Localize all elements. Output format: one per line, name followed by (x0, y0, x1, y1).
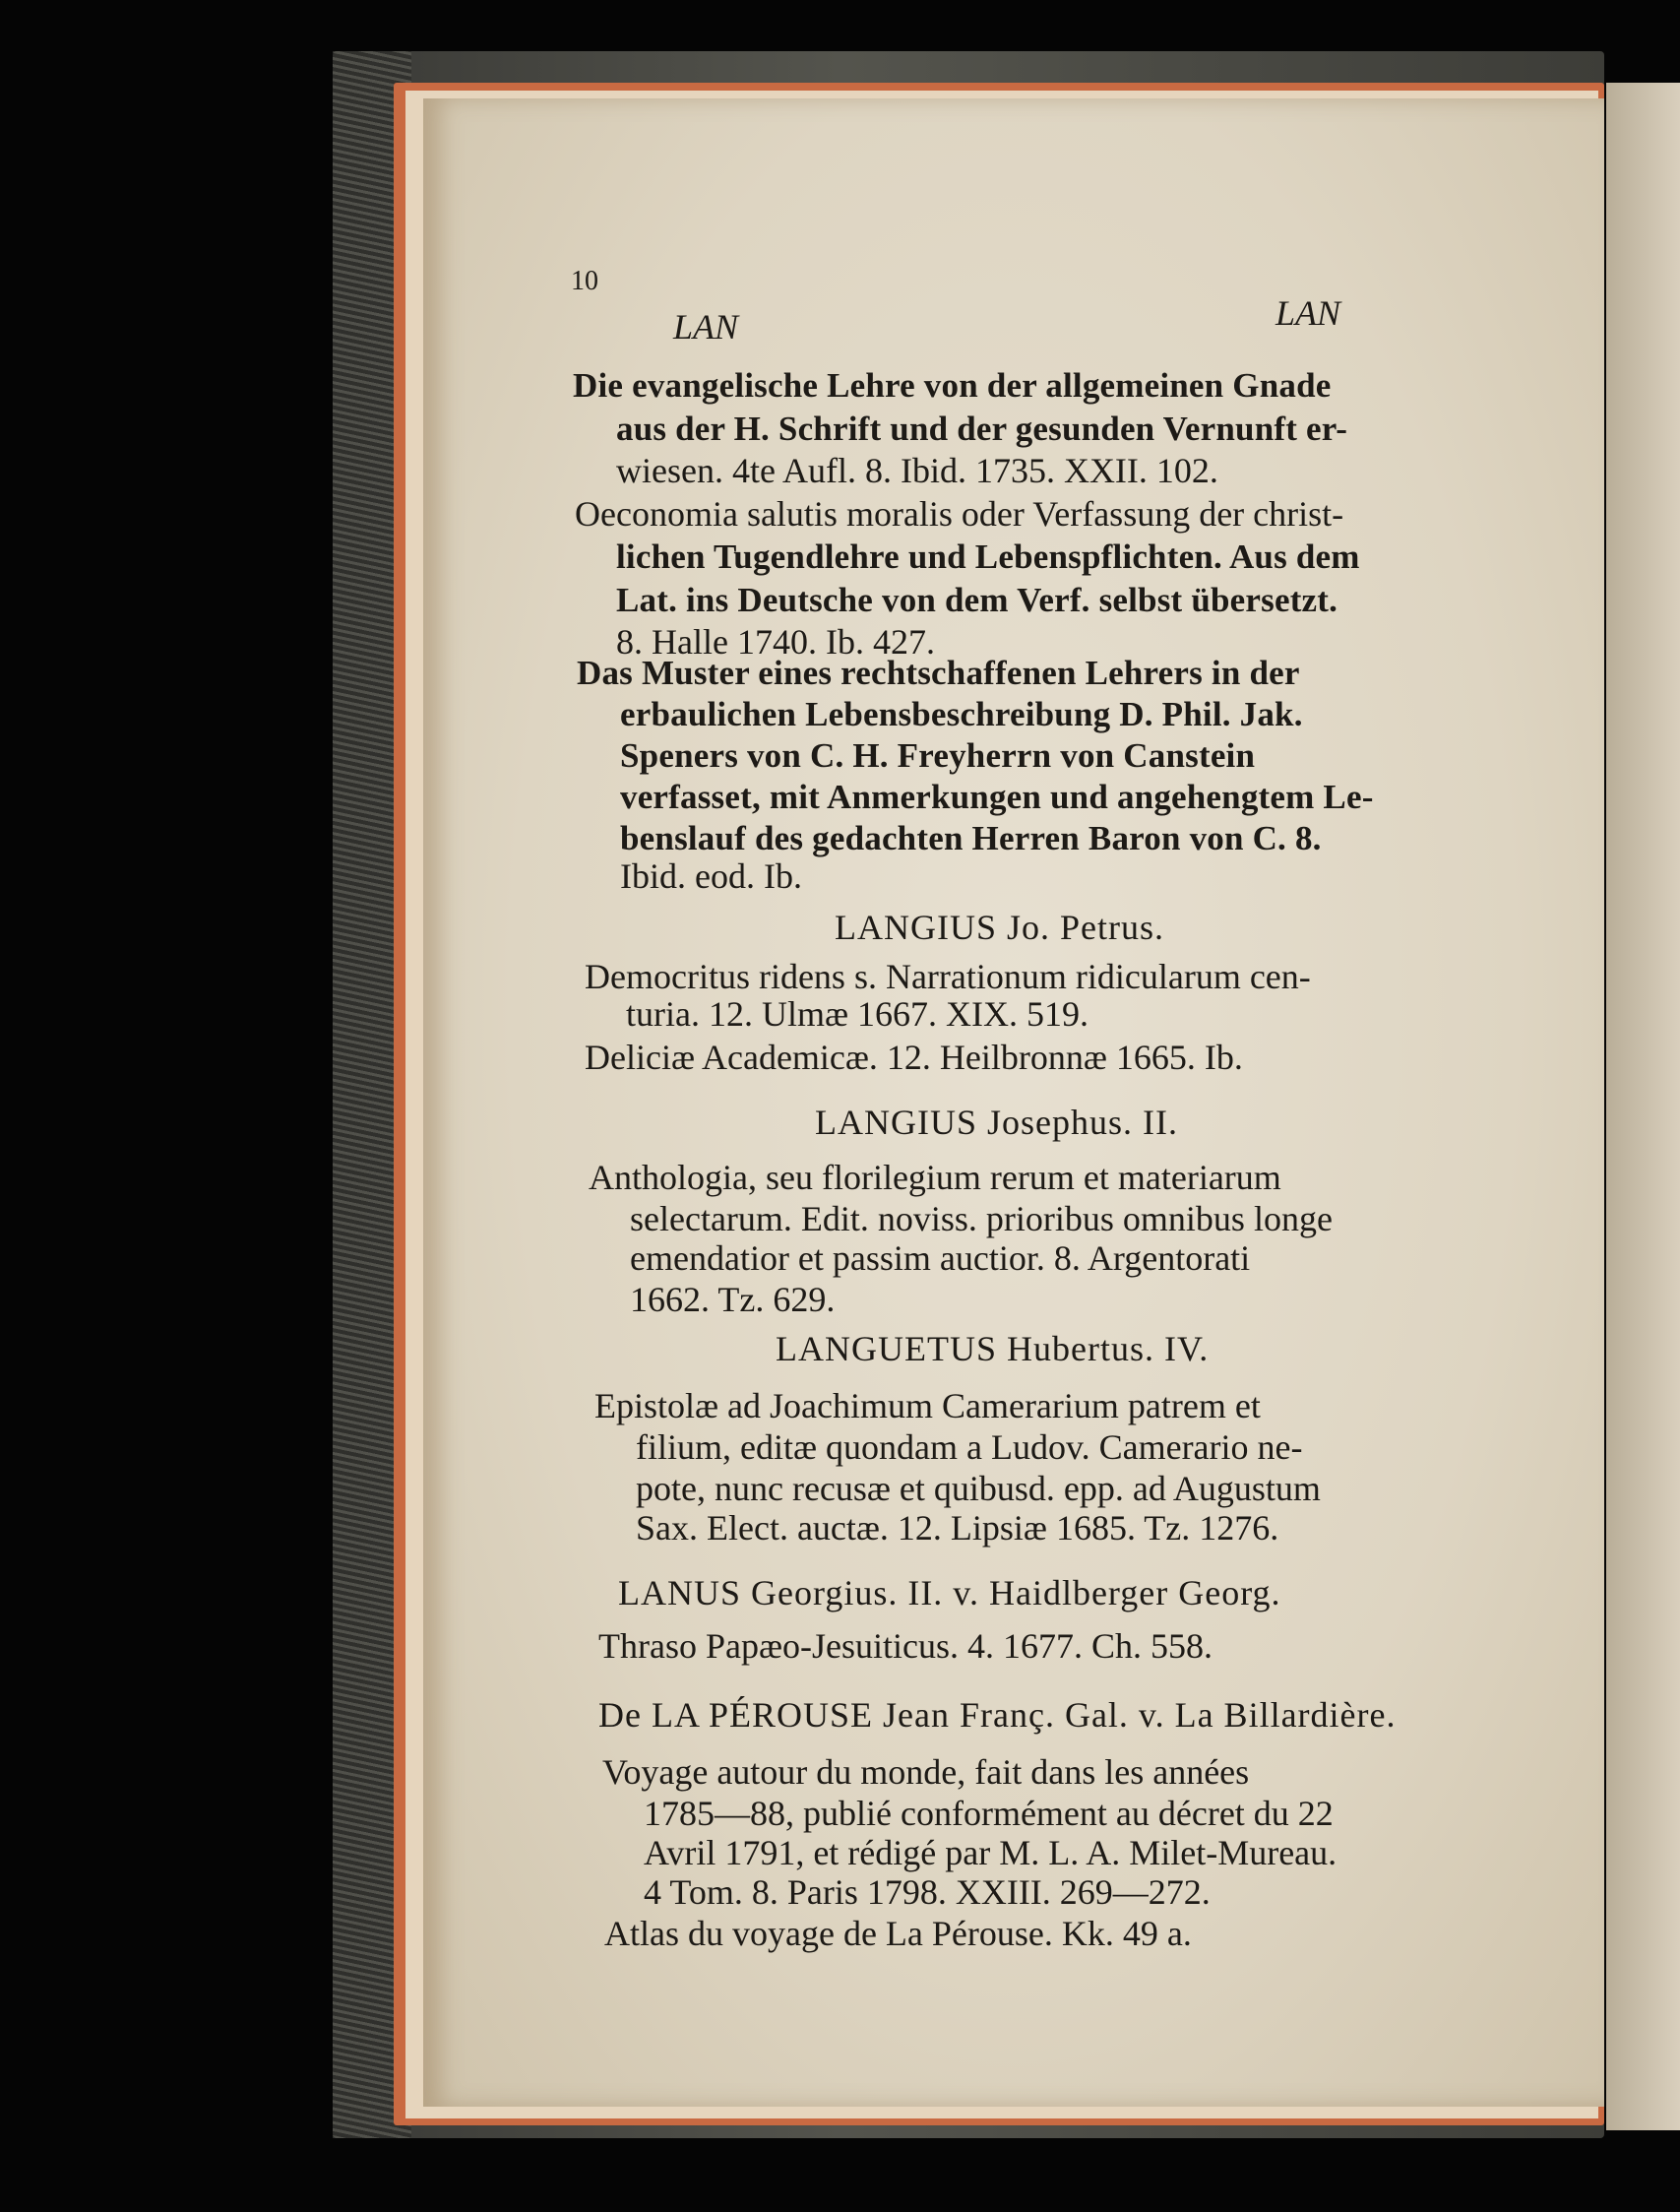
author-heading: De LA PÉROUSE Jean Franç. Gal. v. La Billardière. (598, 1695, 1397, 1735)
entry-line: Thraso Papæo-Jesuiticus. 4. 1677. Ch. 558. (598, 1626, 1213, 1666)
entry-line: benslauf des gedachten Herren Baron von C. 8. (620, 819, 1322, 857)
entry-line: Atlas du voyage de La Pérouse. Kk. 49 a. (604, 1914, 1192, 1953)
entry-line: emendatior et passim auctior. 8. Argentorati (630, 1238, 1251, 1278)
entry-line: Ibid. eod. Ib. (620, 856, 802, 896)
entry-line: 4 Tom. 8. Paris 1798. XXIII. 269—272. (644, 1872, 1211, 1912)
entry-line: Lat. ins Deutsche von dem Verf. selbst übersetzt. (616, 581, 1338, 619)
entry-line: Epistolæ ad Joachimum Camerarium patrem et (594, 1386, 1261, 1425)
entry-line: wiesen. 4te Aufl. 8. Ibid. 1735. XXII. 102. (616, 451, 1218, 490)
entry-line: turia. 12. Ulmæ 1667. XIX. 519. (626, 994, 1089, 1034)
entry-line: lichen Tugendlehre und Lebenspflichten. Aus dem (616, 537, 1360, 576)
author-heading: LANGUETUS Hubertus. IV. (776, 1329, 1210, 1368)
page-number: 10 (571, 266, 598, 296)
entry-line: filium, editæ quondam a Ludov. Camerario ne- (636, 1427, 1303, 1467)
entry-line: pote, nunc recusæ et quibusd. epp. ad Augustum (636, 1469, 1321, 1508)
entry-line: Avril 1791, et rédigé par M. L. A. Milet-Mureau. (644, 1833, 1338, 1872)
entry-line: Speners von C. H. Freyherrn von Canstein (620, 736, 1256, 775)
entry-line: selectarum. Edit. noviss. prioribus omnibus longe (630, 1199, 1333, 1238)
entry-line: Sax. Elect. auctæ. 12. Lipsiæ 1685. Tz. 1276. (636, 1508, 1279, 1548)
author-heading: LANGIUS Josephus. II. (815, 1103, 1178, 1142)
running-head-right: LAN (1276, 293, 1341, 333)
entry-line: 8. Halle 1740. Ib. 427. (616, 622, 935, 662)
entry-line: erbaulichen Lebensbeschreibung D. Phil. Jak. (620, 695, 1303, 733)
entry-line: Democritus ridens s. Narrationum ridicularum cen- (585, 957, 1311, 996)
author-heading: LANUS Georgius. II. v. Haidlberger Georg. (618, 1573, 1281, 1612)
entry-line: aus der H. Schrift und der gesunden Vernunft er- (616, 410, 1348, 448)
entry-line: Oeconomia salutis moralis oder Verfassung der christ- (575, 494, 1344, 534)
entry-line: Die evangelische Lehre von der allgemeinen Gnade (573, 366, 1332, 405)
entry-line: 1662. Tz. 629. (630, 1280, 836, 1319)
entry-line: 1785—88, publié conformément au décret du 22 (644, 1794, 1334, 1833)
entry-line: verfasset, mit Anmerkungen und angehengtem Le- (620, 778, 1374, 816)
running-head-left: LAN (673, 307, 739, 347)
entry-line: Anthologia, seu florilegium rerum et materiarum (589, 1158, 1281, 1197)
entry-line: Voyage autour du monde, fait dans les années (602, 1752, 1250, 1792)
entry-line: Deliciæ Academicæ. 12. Heilbronnæ 1665. Ib. (585, 1038, 1243, 1077)
author-heading: LANGIUS Jo. Petrus. (835, 908, 1165, 947)
entry-line: Das Muster eines rechtschaffenen Lehrers in der (577, 654, 1300, 692)
